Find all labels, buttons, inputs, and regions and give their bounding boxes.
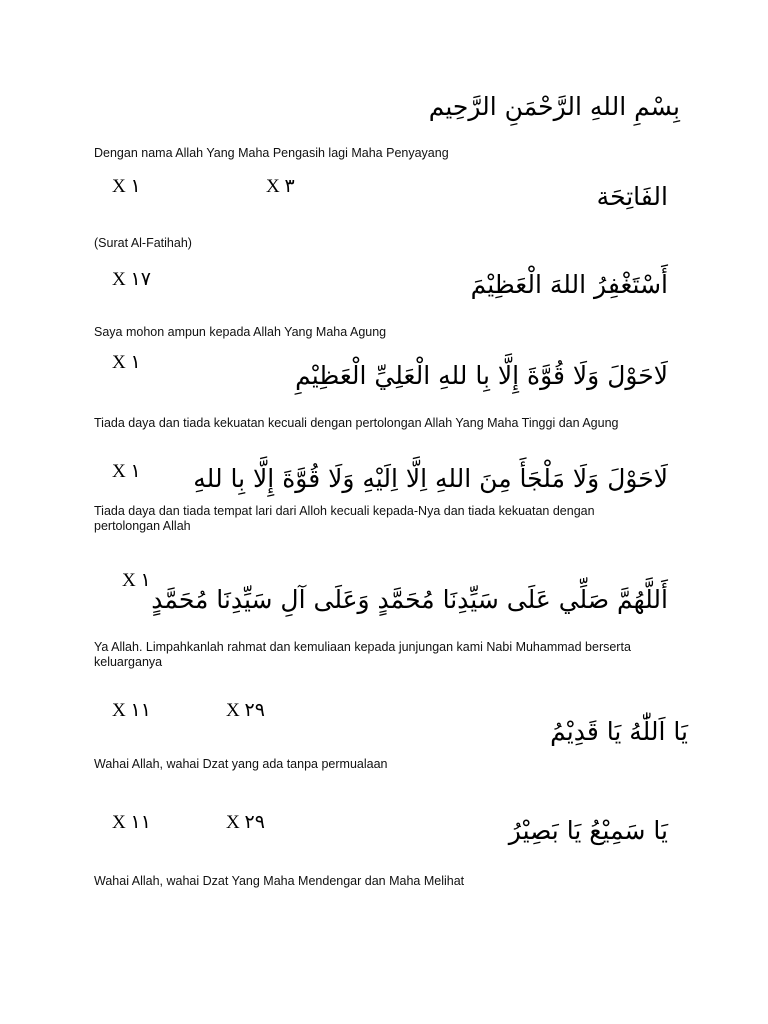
translation-istighfar: Saya mohon ampun kepada Allah Yang Maha Agung xyxy=(94,325,387,339)
translation-ya-qadim: Wahai Allah, wahai Dzat yang ada tanpa permualaan xyxy=(94,757,388,771)
repeat-count: X ٢٩ xyxy=(226,700,265,721)
repeat-count: X ٣ xyxy=(266,176,295,197)
translation-basmalah: Dengan nama Allah Yang Maha Pengasih lagi Maha Penyayang xyxy=(94,146,449,160)
repeat-count: X ١١ xyxy=(112,700,151,721)
repeat-count: X ١٧ xyxy=(112,269,151,290)
arabic-ya-sami: يَا سَمِيْعُ يَا بَصِيْرُ xyxy=(508,816,668,845)
repeat-count: X ١ xyxy=(112,461,141,482)
translation-ya-sami: Wahai Allah, wahai Dzat Yang Maha Mendengar dan Maha Melihat xyxy=(94,874,465,888)
arabic-ya-qadim: يَا اَللّٰهُ يَا قَدِيْمُ xyxy=(550,717,688,746)
repeat-count: X ١ xyxy=(112,176,141,197)
repeat-count: X ١ xyxy=(112,352,141,373)
arabic-basmalah: بِسْمِ اللهِ الرَّحْمَنِ الرَّحِيم xyxy=(428,92,680,121)
arabic-fatihah: الفَاتِحَة xyxy=(596,182,668,211)
repeat-count: X ١ xyxy=(122,570,151,591)
translation-hauqalah: Tiada daya dan tiada kekuatan kecuali dengan pertolongan Allah Yang Maha Tinggi dan Agung xyxy=(94,416,619,430)
translation-hauqalah-malja: Tiada daya dan tiada tempat lari dari Alloh kecuali kepada-Nya dan tiada kekuatan dengan pertolongan Allah xyxy=(94,504,595,533)
translation-fatihah: (Surat Al-Fatihah) xyxy=(94,236,192,250)
arabic-hauqalah: لَاحَوْلَ وَلَا قُوَّةَ إِلَّا بِا للهِ الْعَلِيِّ الْعَظِيْمِ xyxy=(295,361,668,390)
arabic-shalawat: أَللَّهُمَّ صَلِّي عَلَى سَيِّدِنَا مُحَمَّدٍ وَعَلَى آلِ سَيِّدِنَا مُحَمَّدٍ xyxy=(151,585,668,614)
repeat-count: X ٢٩ xyxy=(226,812,265,833)
arabic-istighfar: أَسْتَغْفِرُ اللهَ الْعَظِيْمَ xyxy=(470,270,668,299)
translation-shalawat: Ya Allah. Limpahkanlah rahmat dan kemuliaan kepada junjungan kami Nabi Muhammad berserta keluarganya xyxy=(94,640,631,669)
repeat-count: X ١١ xyxy=(112,812,151,833)
arabic-hauqalah-malja: لَاحَوْلَ وَلَا مَلْجَأَ مِنَ اللهِ اِلَّا اِلَيْهِ وَلَا قُوَّةَ إِلَّا بِا للهِ xyxy=(193,464,668,493)
